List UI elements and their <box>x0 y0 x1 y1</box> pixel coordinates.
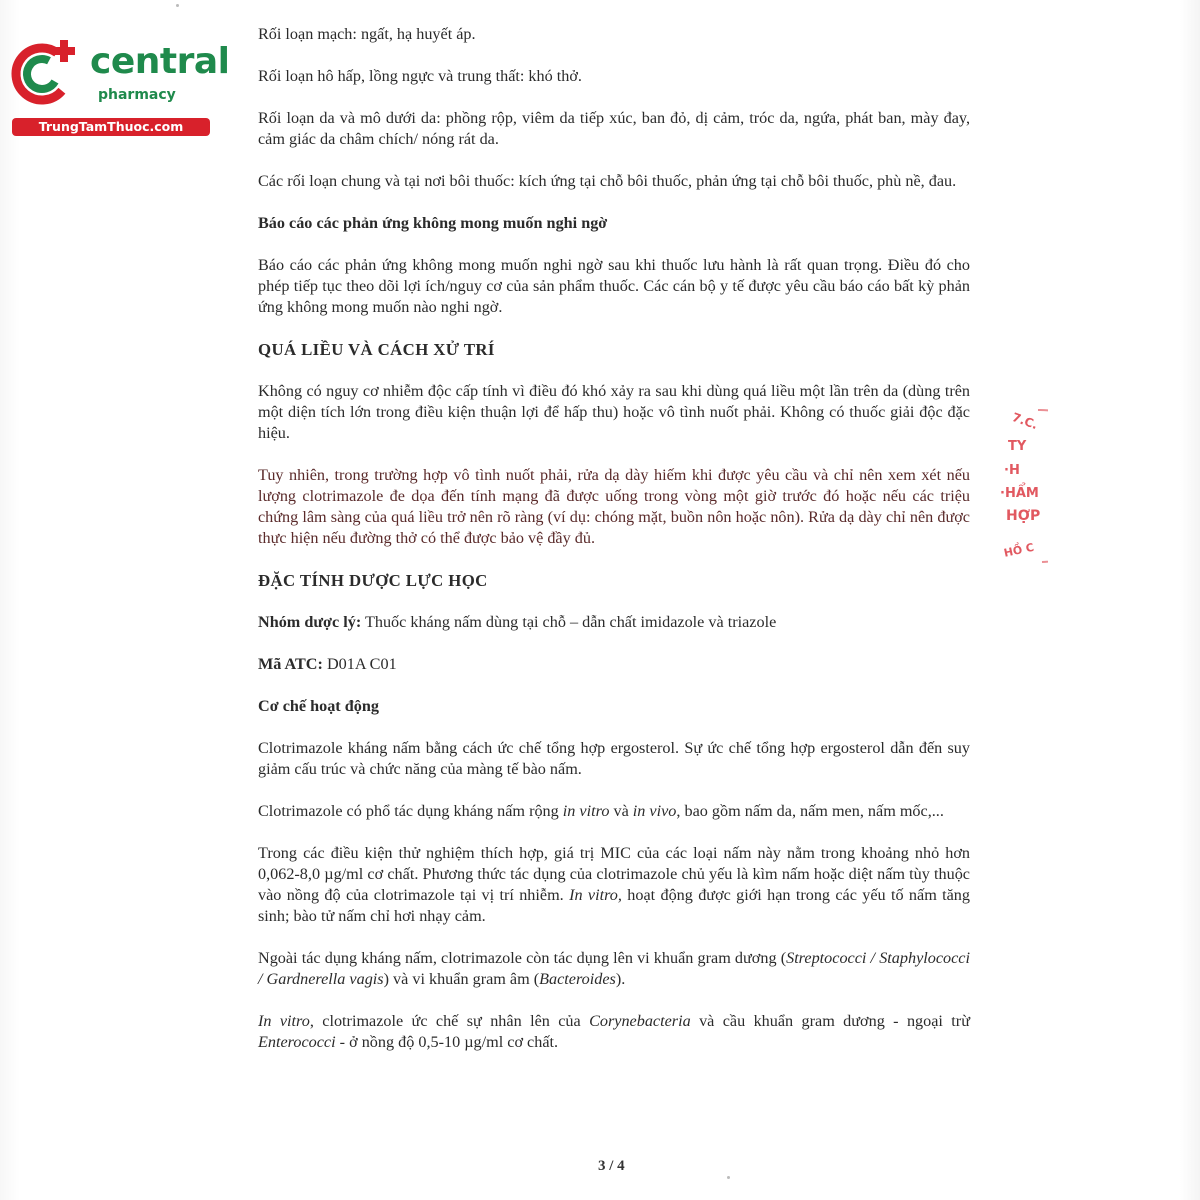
text-run: và <box>609 802 633 820</box>
svg-text:7.C.: 7.C. <box>1010 410 1040 433</box>
atc-code-label: Mã ATC: <box>258 655 323 673</box>
text-run: và cầu khuẩn gram dương - ngoại trừ <box>690 1012 970 1030</box>
italic-run: Enterococci <box>258 1033 336 1051</box>
atc-code-value: D01A C01 <box>322 655 397 673</box>
text-run: Ngoài tác dụng kháng nấm, clotrimazole còn tác dụng lên vi khuẩn gram dương ( <box>258 949 787 967</box>
text-run: - ở nồng độ 0,5-10 µg/ml cơ chất. <box>335 1033 559 1051</box>
document-body <box>258 24 970 1053</box>
text-run: , clotrimazole ức chế sự nhân lên của <box>309 1012 590 1030</box>
italic-run: Corynebacteria <box>589 1012 691 1030</box>
heading-mechanism: Cơ chế hoạt động <box>258 697 379 715</box>
pharmacological-group-label: Nhóm dược lý: <box>258 613 362 631</box>
italic-run: In vitro, <box>569 886 622 904</box>
italic-run: Streptococci / Staphylococci / Gardnerella vagis <box>258 949 970 988</box>
text-run: , bao gồm nấm da, nấm men, nấm mốc,... <box>676 802 944 820</box>
heading-overdose: QUÁ LIỀU VÀ CÁCH XỬ TRÍ <box>258 340 495 359</box>
paragraph-pharmacological-group <box>258 612 970 633</box>
paragraph-in-vitro <box>258 1011 970 1053</box>
paragraph-vascular: Rối loạn mạch: ngất, hạ huyết áp. <box>258 25 476 43</box>
svg-text:HỒ C: HỒ C <box>1002 540 1036 560</box>
red-stamp-fragment <box>998 402 1048 572</box>
paragraph-mic <box>258 843 970 927</box>
text-run: Trong các điều kiện thử nghiệm thích hợp, giá trị MIC của các loại nấm này nằm trong khoảng nhỏ hơn 0,062-8,0 µg/ml cơ chất. Phương thức tác dụng của clotrimazole chủ yếu là kìm nấm hoặc diệt nấm tùy thuộc vào nồng độ của clotrimazole tại vị trí nhiễm. <box>258 844 970 904</box>
paragraph-atc-code <box>258 654 970 675</box>
svg-text:·H: ·H <box>1004 463 1020 478</box>
paragraph-mechanism: Clotrimazole kháng nấm bằng cách ức chế tổng hợp ergosterol. Sự ức chế tổng hợp ergosterol dẫn đến suy giảm cấu trúc và chức năng của màng tế bào nấm. <box>258 739 970 778</box>
logo-url-badge[interactable]: TrungTamThuoc.com <box>12 118 210 136</box>
scan-speck <box>727 1176 730 1179</box>
text-run: ). <box>615 970 626 988</box>
svg-text:·HẨM: ·HẨM <box>1000 486 1039 501</box>
text-run: Clotrimazole có phổ tác dụng kháng nấm rộng <box>258 802 563 820</box>
paragraph-overdose-2: Tuy nhiên, trong trường hợp vô tình nuốt phải, rửa dạ dày hiếm khi được yêu cầu và chỉ nên xem xét nếu lượng clotrimazole đe dọa đến tính mạng đã được uống trong vòng một giờ trước đó hoặc nếu các triệu chứng lâm sàng của quá liều trở nên rõ ràng (ví dụ: chóng mặt, buồn nôn hoặc nôn). Rửa dạ dày chỉ nên được thực hiện nếu đường thở có thể được bảo vệ đầy đủ. <box>258 466 970 547</box>
text-run: hoạt động được giới hạn trong các yếu tố nấm tăng sinh; bào tử nấm chỉ hơi nhạy cảm. <box>258 886 970 925</box>
paragraph-antibacterial <box>258 948 970 990</box>
text-run: ) và vi khuẩn gram âm ( <box>383 970 540 988</box>
pharmacy-cross-logo-icon <box>10 36 82 108</box>
italic-run: in vitro <box>562 802 610 820</box>
italic-run: Bacteroides <box>539 970 616 988</box>
pharmacological-group-value: Thuốc kháng nấm dùng tại chỗ – dẫn chất imidazole và triazole <box>361 613 777 631</box>
italic-run: in vivo <box>632 802 677 820</box>
logo-name: central <box>90 41 230 82</box>
svg-text:TY: TY <box>1008 439 1027 454</box>
central-pharmacy-logo[interactable] <box>10 36 230 136</box>
logo-subtitle: pharmacy <box>98 87 176 103</box>
scan-speck <box>176 4 179 7</box>
paragraph-adverse-report: Báo cáo các phản ứng không mong muốn nghi ngờ sau khi thuốc lưu hành là rất quan trọng. Điều đó cho phép tiếp tục theo dõi lợi ích/nguy cơ của sản phẩm thuốc. Các cán bộ y tế được yêu cầu báo cáo bất kỳ phản ứng không mong muốn nào nghi ngờ. <box>258 256 970 316</box>
paragraph-respiratory: Rối loạn hô hấp, lồng ngực và trung thất: khó thở. <box>258 67 582 85</box>
heading-adverse-report: Báo cáo các phản ứng không mong muốn nghi ngờ <box>258 214 608 232</box>
italic-run: In vitro <box>258 1012 310 1030</box>
paragraph-general: Các rối loạn chung và tại nơi bôi thuốc: kích ứng tại chỗ bôi thuốc, phản ứng tại chỗ bôi thuốc, phù nề, đau. <box>258 172 957 190</box>
svg-text:HỢP: HỢP <box>1006 508 1041 524</box>
paragraph-overdose-1: Không có nguy cơ nhiễm độc cấp tính vì điều đó khó xảy ra sau khi dùng quá liều một lần trên da (dùng trên một diện tích lớn trong điều kiện thuận lợi để hấp thu) hoặc vô tình nuốt phải. Không có thuốc giải độc đặc hiệu. <box>258 382 970 442</box>
paragraph-spectrum <box>258 801 970 822</box>
page-number: 3 / 4 <box>598 1158 625 1174</box>
heading-pharmacodynamics: ĐẶC TÍNH DƯỢC LỰC HỌC <box>258 571 488 590</box>
paragraph-skin: Rối loạn da và mô dưới da: phồng rộp, viêm da tiếp xúc, ban đỏ, dị cảm, tróc da, ngứa, phát ban, mày đay, cảm giác da châm chích/ nóng rát da. <box>258 109 970 148</box>
